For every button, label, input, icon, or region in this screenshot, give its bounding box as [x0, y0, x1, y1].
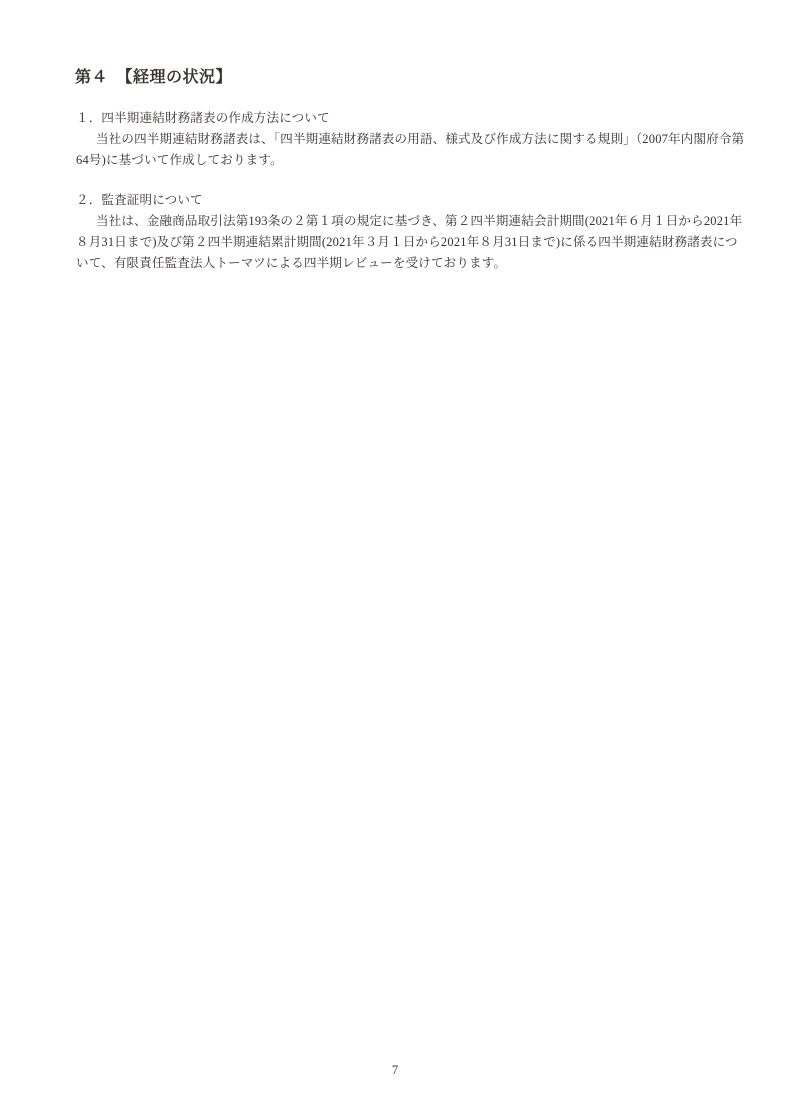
section-audit-certification: [76, 190, 743, 274]
section-title: １．四半期連結財務諸表の作成方法について: [76, 111, 330, 125]
paragraph-line: 64号)に基づいて作成しております。: [76, 153, 283, 167]
page-number: 7: [391, 1063, 399, 1077]
paragraph-line: いて、有限責任監査法人トーマツによる四半期レビューを受けております。: [76, 256, 507, 270]
paragraph-line: ８月31日まで)及び第２四半期連結累計期間(2021年３月１日から2021年８月31日まで)に係る四半期連結財務諸表につ: [76, 235, 738, 249]
chapter-heading: 第４ 【経理の状況】: [75, 69, 233, 86]
section-title: ２．監査証明について: [76, 193, 203, 207]
section-quarterly-statements-preparation: [76, 108, 745, 171]
paragraph-line: 当社は、金融商品取引法第193条の２第１項の規定に基づき、第２四半期連結会計期間(2021年６月１日から2021年: [96, 214, 743, 228]
paragraph-line: 当社の四半期連結財務諸表は、「四半期連結財務諸表の用語、様式及び作成方法に関する規則」（2007年内閣府令第: [96, 132, 745, 146]
